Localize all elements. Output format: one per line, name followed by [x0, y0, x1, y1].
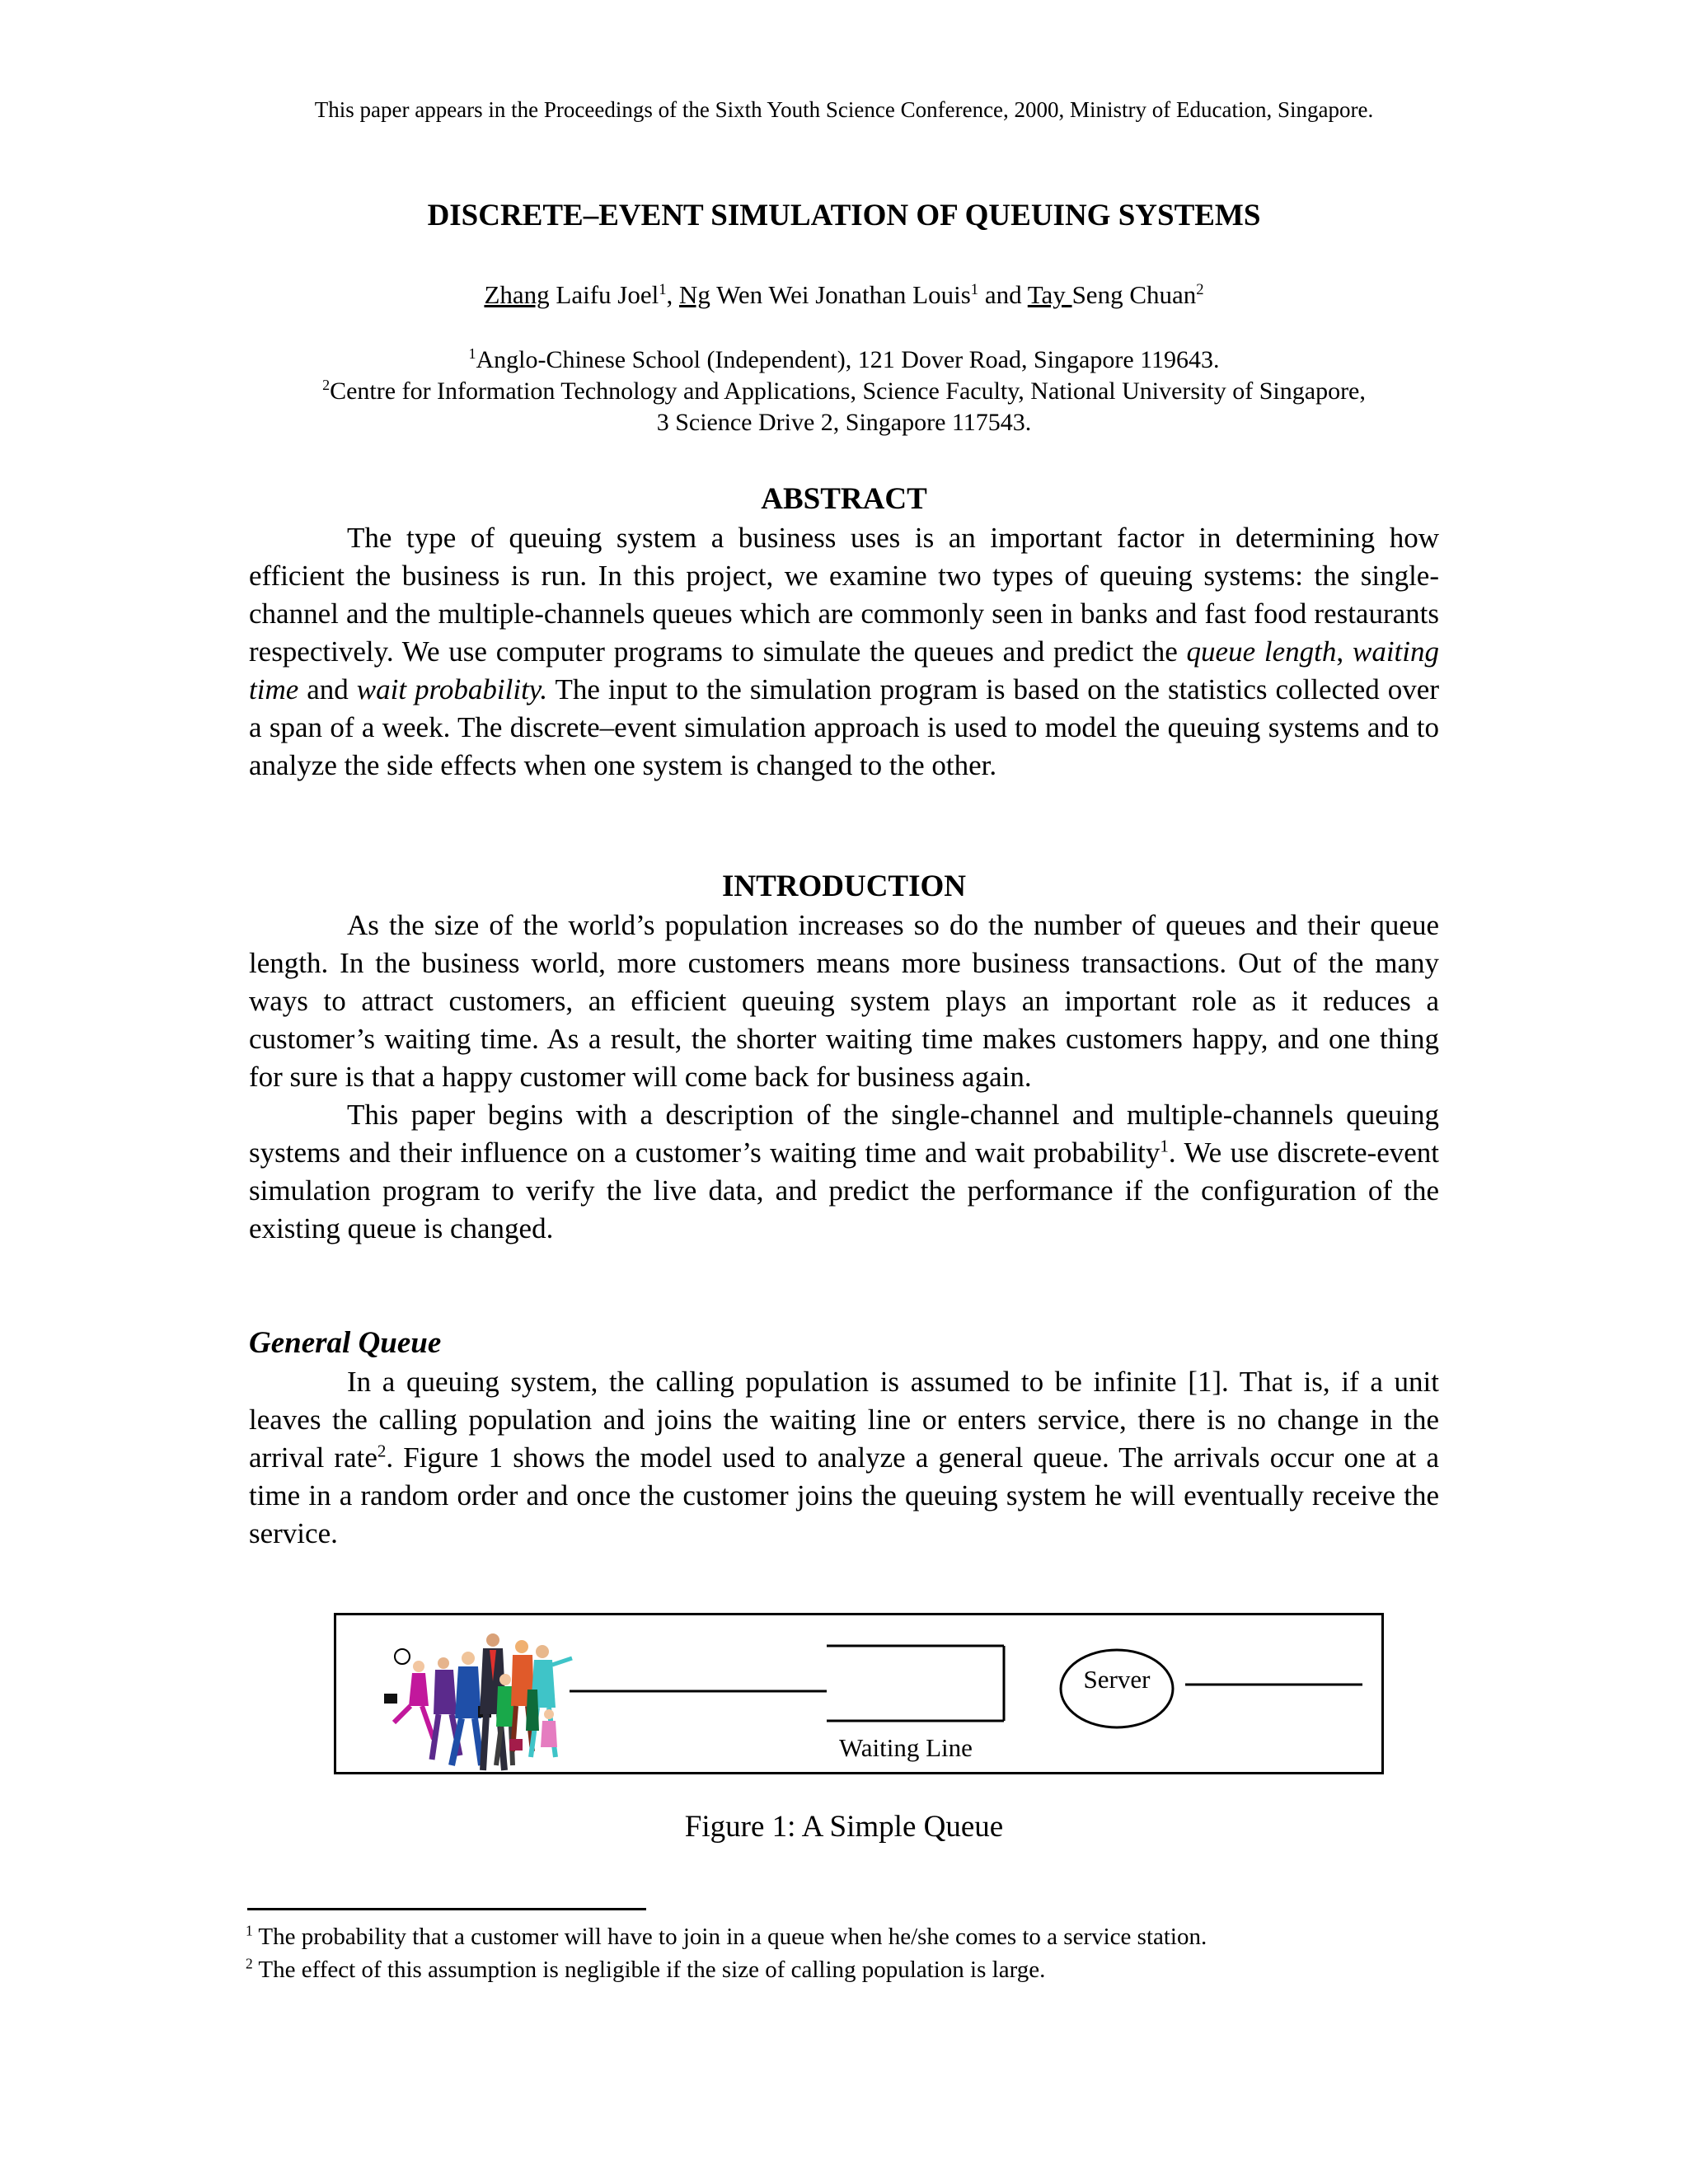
- abstract-text: The type of queuing system a business uses is an important factor in determining how efficient the business is run. In this project, we examine two types of queuing systems: the single-channel and the multiple-channels queues which are commonly seen in banks and fast food restaurants respectively. We use computer programs to simulate the queues and predict the: [249, 522, 1439, 668]
- author-1-given: Laifu Joel: [549, 280, 659, 309]
- author-separator: ,: [666, 280, 680, 309]
- paper-title: DISCRETE–EVENT SIMULATION OF QUEUING SYSTEMS: [427, 199, 1261, 232]
- author-3-surname: Tay: [1027, 280, 1072, 309]
- affiliation-2: [0, 376, 1688, 407]
- footnote-text: The probability that a customer will have to join in a queue when he/she comes to a service station.: [252, 1924, 1207, 1950]
- figure-caption: Figure 1: A Simple Queue: [684, 1810, 1004, 1844]
- author-3-affil-mark: 2: [1196, 280, 1204, 298]
- crowd-of-people-illustration: [384, 1633, 572, 1770]
- header-note: This paper appears in the Proceedings of the Sixth Youth Science Conference, 2000, Ministry of Education, Singapore.: [314, 97, 1374, 122]
- affiliation-1-text: Anglo-Chinese School (Independent), 121 Dover Road, Singapore 119643.: [476, 346, 1220, 373]
- author-2-given: Wen Wei Jonathan Louis: [710, 280, 971, 309]
- gq-text: In a queuing system, the calling population is assumed to be infinite [1]. That is, if a unit leaves the calling population and joins the waiting line or enters service, there is no change in the arrival rate: [249, 1366, 1439, 1474]
- introduction-heading: INTRODUCTION: [721, 869, 967, 903]
- affil-mark: 2: [322, 377, 331, 394]
- author-separator: and: [978, 280, 1028, 309]
- gq-text: . Figure 1 shows the model used to analyze a general queue. The arrivals occur one at a time in a random order and once the customer joins the queuing system he will eventually receive the service.: [249, 1441, 1439, 1549]
- footnote-rule: [247, 1908, 646, 1910]
- author-1-affil-mark: 1: [659, 280, 667, 298]
- abstract-heading: ABSTRACT: [761, 482, 927, 516]
- introduction-body: [249, 907, 1439, 1248]
- figure-1: [334, 1613, 1384, 1774]
- footnotes: [246, 1920, 1207, 1986]
- footnote-text: The effect of this assumption is negligible if the size of calling population is large.: [252, 1957, 1046, 1983]
- author-line: [0, 280, 1688, 310]
- abstract-paragraph: [249, 519, 1439, 785]
- general-queue-body: [249, 1363, 1439, 1553]
- abstract-body: [249, 519, 1439, 785]
- author-3-given: Seng Chuan: [1071, 280, 1197, 309]
- author-1-surname: Zhang: [484, 280, 550, 309]
- term-waiting-time: waiting time: [249, 635, 1439, 705]
- general-queue-heading: General Queue: [249, 1326, 442, 1360]
- footnote-ref: 1: [1160, 1136, 1169, 1156]
- footnote-number: 2: [246, 1955, 253, 1972]
- abstract-text: ,: [1336, 635, 1353, 668]
- intro-paragraph-1: As the size of the world’s population increases so do the number of queues and their queue length. In the business world, more customers means more business transactions. Out of the many ways to attract customers, an efficient queuing system plays an important role as it reduces a customer’s waiting time. As a result, the shorter waiting time makes customers happy, and one thing for sure is that a happy customer will come back for business again.: [249, 909, 1439, 1093]
- author-2-affil-mark: 1: [970, 280, 979, 298]
- term-queue-length: queue length: [1186, 635, 1337, 668]
- footnote-1: [246, 1920, 1207, 1953]
- intro-text: This paper begins with a description of the single-channel and multiple-channels queuing systems and their influence on a customer’s waiting time and wait probability: [249, 1099, 1439, 1169]
- affiliation-2-cont: 3 Science Drive 2, Singapore 117543.: [656, 409, 1032, 436]
- intro-paragraph-2: [249, 1096, 1439, 1248]
- affil-mark: 1: [468, 345, 476, 363]
- affiliations: [0, 344, 1688, 438]
- general-queue-paragraph: [249, 1363, 1439, 1553]
- term-wait-probability: wait probability.: [356, 673, 548, 705]
- abstract-text: and: [298, 673, 357, 705]
- footnote-ref: 2: [377, 1441, 387, 1461]
- intro-text: . We use discrete-event simulation program to verify the live data, and predict the performance if the configuration of the existing queue is changed.: [249, 1137, 1439, 1244]
- server-label: Server: [1083, 1665, 1151, 1694]
- footnote-2: [246, 1953, 1207, 1986]
- waiting-line-label: Waiting Line: [839, 1733, 973, 1762]
- abstract-text: The input to the simulation program is based on the statistics collected over a span of a week. The discrete–event simulation approach is used to model the queuing systems and to analyze the side effects when one system is changed to the other.: [249, 673, 1439, 781]
- affiliation-2-text: Centre for Information Technology and Applications, Science Faculty, National University of Singapore,: [330, 377, 1366, 405]
- author-2-surname: Ng: [679, 280, 710, 309]
- footnote-number: 1: [246, 1922, 253, 1939]
- affiliation-1: [0, 344, 1688, 376]
